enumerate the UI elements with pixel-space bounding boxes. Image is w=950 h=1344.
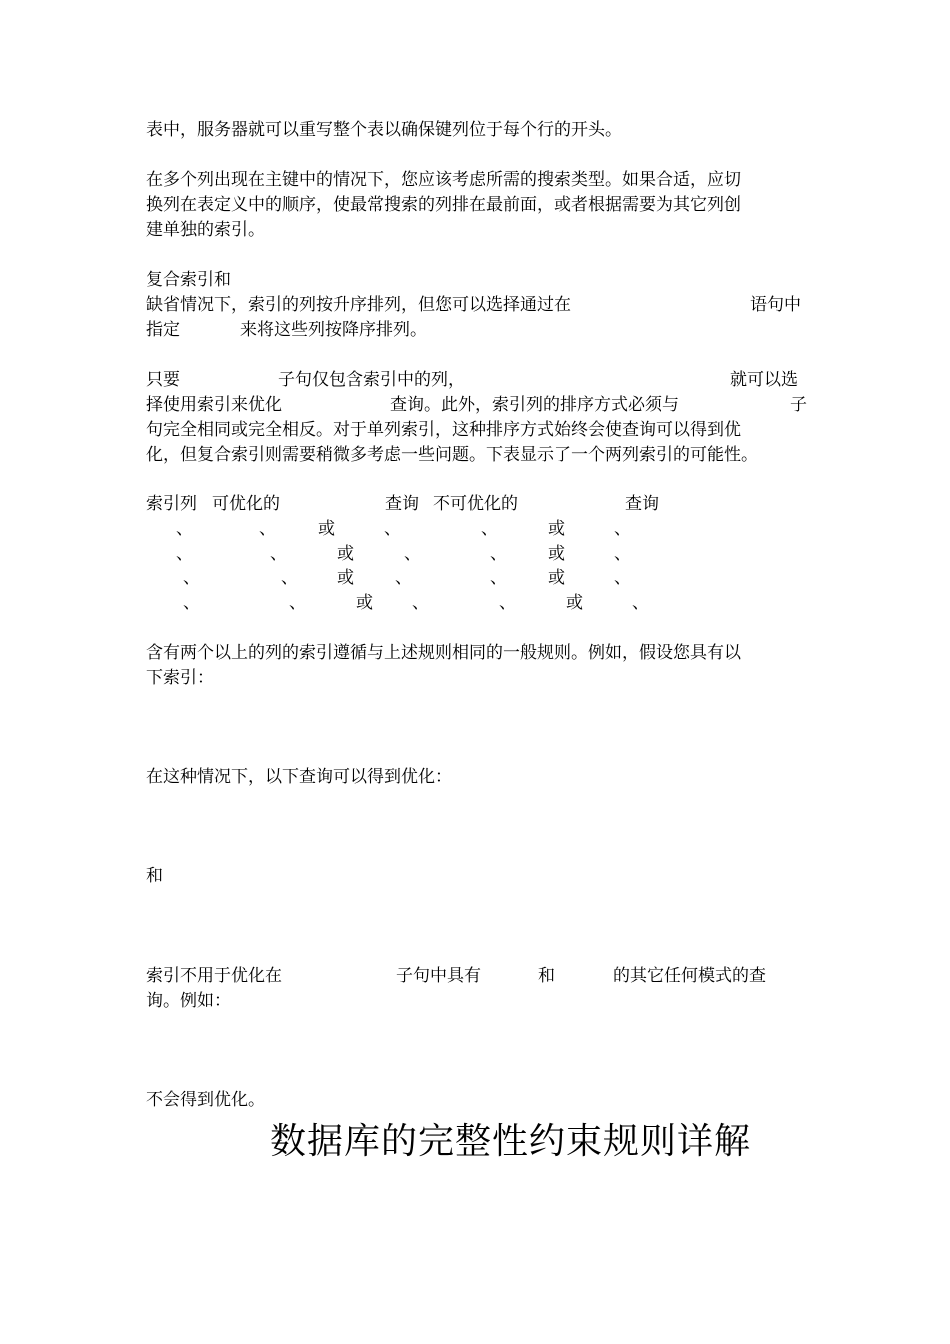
table-row-4-sep-5: 、 [632,593,649,613]
paragraph-4-line-1a: 只要 [146,370,180,390]
paragraph-4-line-2b: 查询。此外，索引列的排序方式必须与 [390,395,679,415]
table-row-3-sep-1: 、 [183,568,200,588]
table-row-1-or-2: 或 [548,519,565,539]
paragraph-7-line-1a: 索引不用于优化在 [146,966,282,986]
paragraph-7-line-1b: 子句中具有 [396,966,481,986]
table-row-4-sep-4: 、 [499,593,516,613]
paragraph-5-line-1: 含有两个以上的列的索引遵循与上述规则相同的一般规则。例如，假设您具有以 [146,643,741,663]
table-row-1-sep-2: 、 [259,519,276,539]
table-row-3-sep-2: 、 [281,568,298,588]
table-row-1-sep-4: 、 [481,519,498,539]
table-row-3-or-2: 或 [548,568,565,588]
paragraph-7-line-1c: 和 [538,966,555,986]
paragraph-2-line-1: 在多个列出现在主键中的情况下，您应该考虑所需的搜索类型。如果合适，应切 [146,170,741,190]
table-row-2-or-2: 或 [548,544,565,564]
paragraph-4-line-3: 句完全相同或完全相反。对于单列索引，这种排序方式始终会使查询可以得到优 [146,420,741,440]
table-row-3-or-1: 或 [337,568,354,588]
and-word: 和 [146,866,163,886]
paragraph-4-line-4: 化，但复合索引则需要稍微多考虑一些问题。下表显示了一个两列索引的可能性。 [146,445,758,465]
table-row-1-sep-1: 、 [176,519,193,539]
table-header-index-columns: 索引列 [146,494,197,514]
table-header-not-optimizable-query: 查询 [625,494,659,514]
table-row-4-sep-3: 、 [412,593,429,613]
table-row-4-sep-1: 、 [183,593,200,613]
table-row-2-sep-5: 、 [614,544,631,564]
paragraph-4-line-1c: 就可以选 [730,370,798,390]
paragraph-6: 在这种情况下，以下查询可以得到优化： [146,767,452,787]
table-row-4-or-2: 或 [566,593,583,613]
table-row-4-or-1: 或 [356,593,373,613]
paragraph-1: 表中，服务器就可以重写整个表以确保键列位于每个行的开头。 [146,120,622,140]
paragraph-8: 不会得到优化。 [146,1090,265,1110]
table-row-1-sep-5: 、 [614,519,631,539]
paragraph-3-line-2a: 指定 [146,320,180,340]
table-row-1-or-1: 或 [318,519,335,539]
paragraph-7-line-1d: 的其它任何模式的查 [613,966,766,986]
table-row-2-sep-4: 、 [490,544,507,564]
paragraph-4-line-1b: 子句仅包含索引中的列， [278,370,465,390]
table-row-2-sep-1: 、 [176,544,193,564]
paragraph-3-line-1b: 语句中 [750,295,801,315]
table-header-not-optimizable: 不可优化的 [433,494,518,514]
section-title: 数据库的完整性约束规则详解 [270,1121,752,1162]
table-row-2-sep-3: 、 [404,544,421,564]
table-row-3-sep-5: 、 [614,568,631,588]
table-row-3-sep-3: 、 [395,568,412,588]
paragraph-3-line-1a: 缺省情况下，索引的列按升序排列，但您可以选择通过在 [146,295,571,315]
table-header-optimizable-query: 查询 [385,494,419,514]
paragraph-3-line-2b: 来将这些列按降序排列。 [240,320,427,340]
section-heading: 复合索引和 [146,270,231,290]
paragraph-7-line-2: 询。例如： [146,991,231,1011]
paragraph-4-line-2c: 子 [790,395,807,415]
table-row-2-sep-2: 、 [270,544,287,564]
table-header-optimizable: 可优化的 [212,494,280,514]
table-row-2-or-1: 或 [337,544,354,564]
table-row-3-sep-4: 、 [490,568,507,588]
paragraph-4-line-2a: 择使用索引来优化 [146,395,282,415]
table-row-4-sep-2: 、 [289,593,306,613]
paragraph-2-line-2: 换列在表定义中的顺序，使最常搜索的列排在最前面，或者根据需要为其它列创 [146,195,741,215]
paragraph-2-line-3: 建单独的索引。 [146,220,265,240]
paragraph-5-line-2: 下索引： [146,668,214,688]
table-row-1-sep-3: 、 [384,519,401,539]
